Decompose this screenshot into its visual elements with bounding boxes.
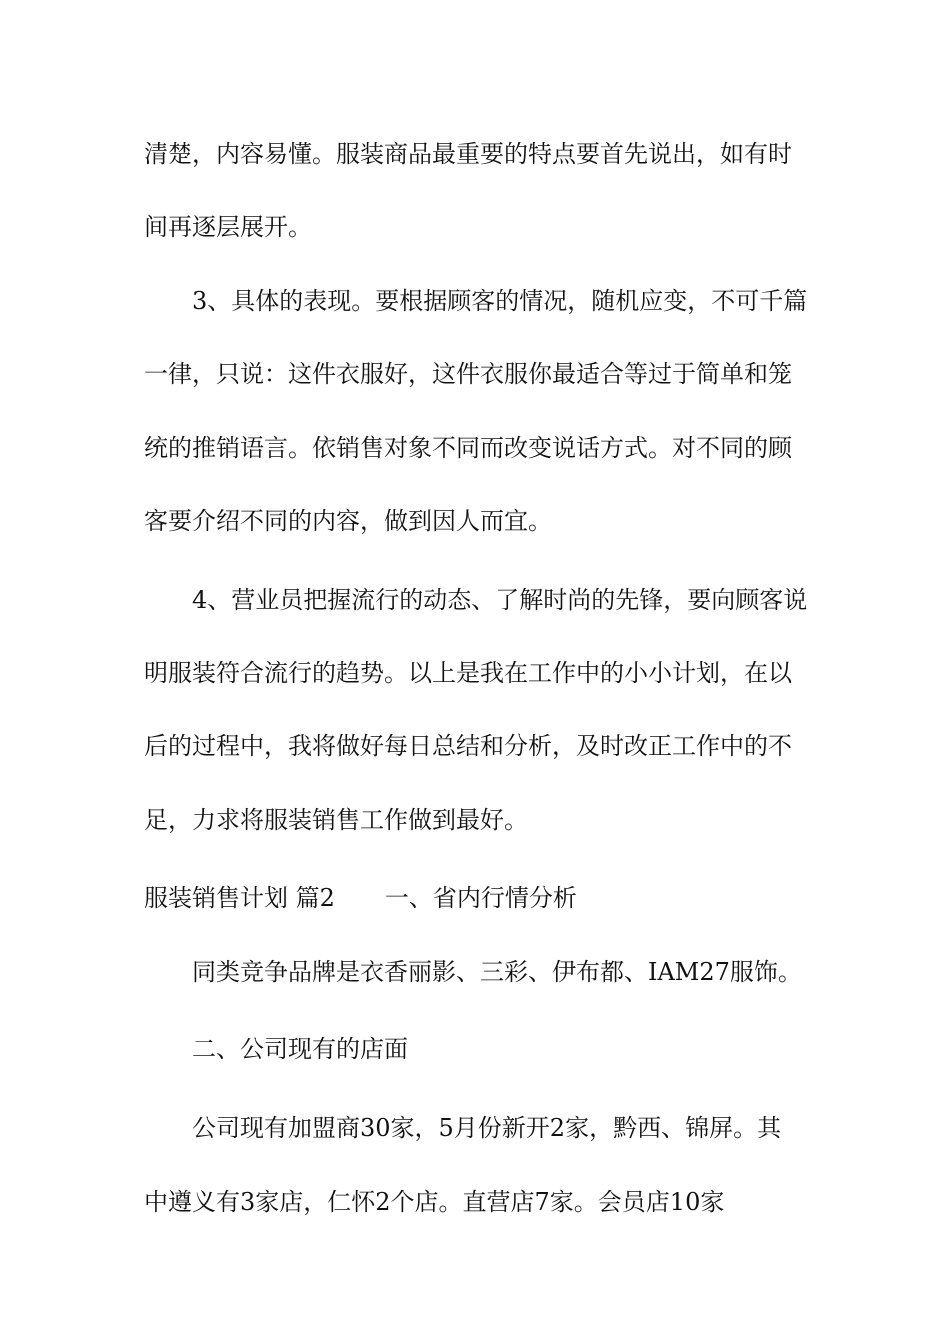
text-line: 足，力求将服装销售工作做到最好。 (144, 806, 528, 834)
text-line: 中遵义有3家店，仁怀2个店。直营店7家。会员店10家 (144, 1188, 725, 1216)
text-line: 后的过程中，我将做好每日总结和分析，及时改正工作中的不 (144, 732, 792, 760)
text-line: 客要介绍不同的内容，做到因人而宜。 (144, 507, 552, 535)
text-line: 二、公司现有的店面 (192, 1035, 408, 1063)
text-line: 4、营业员把握流行的动态、了解时尚的先锋，要向顾客说 (192, 586, 808, 614)
text-line: 清楚，内容易懂。服装商品最重要的特点要首先说出，如有时 (144, 140, 792, 168)
text-line: 间再逐层展开。 (144, 213, 312, 241)
text-line: 同类竞争品牌是衣香丽影、三彩、伊布都、IAM27服饰。 (192, 958, 802, 986)
text-line: 3、具体的表现。要根据顾客的情况，随机应变，不可千篇 (192, 287, 808, 315)
text-line: 公司现有加盟商30家，5月份新开2家，黔西、锦屏。其 (192, 1114, 782, 1142)
section-title: 服装销售计划 篇2 (144, 884, 335, 912)
text-line: 一律，只说：这件衣服好，这件衣服你最适合等过于简单和笼 (144, 360, 792, 388)
section-heading (144, 876, 814, 920)
text-line: 统的推销语言。依销售对象不同而改变说话方式。对不同的顾 (144, 434, 792, 462)
text-line: 明服装符合流行的趋势。以上是我在工作中的小小计划，在以 (144, 659, 792, 687)
section-first-item: 一、省内行情分析 (384, 884, 577, 912)
